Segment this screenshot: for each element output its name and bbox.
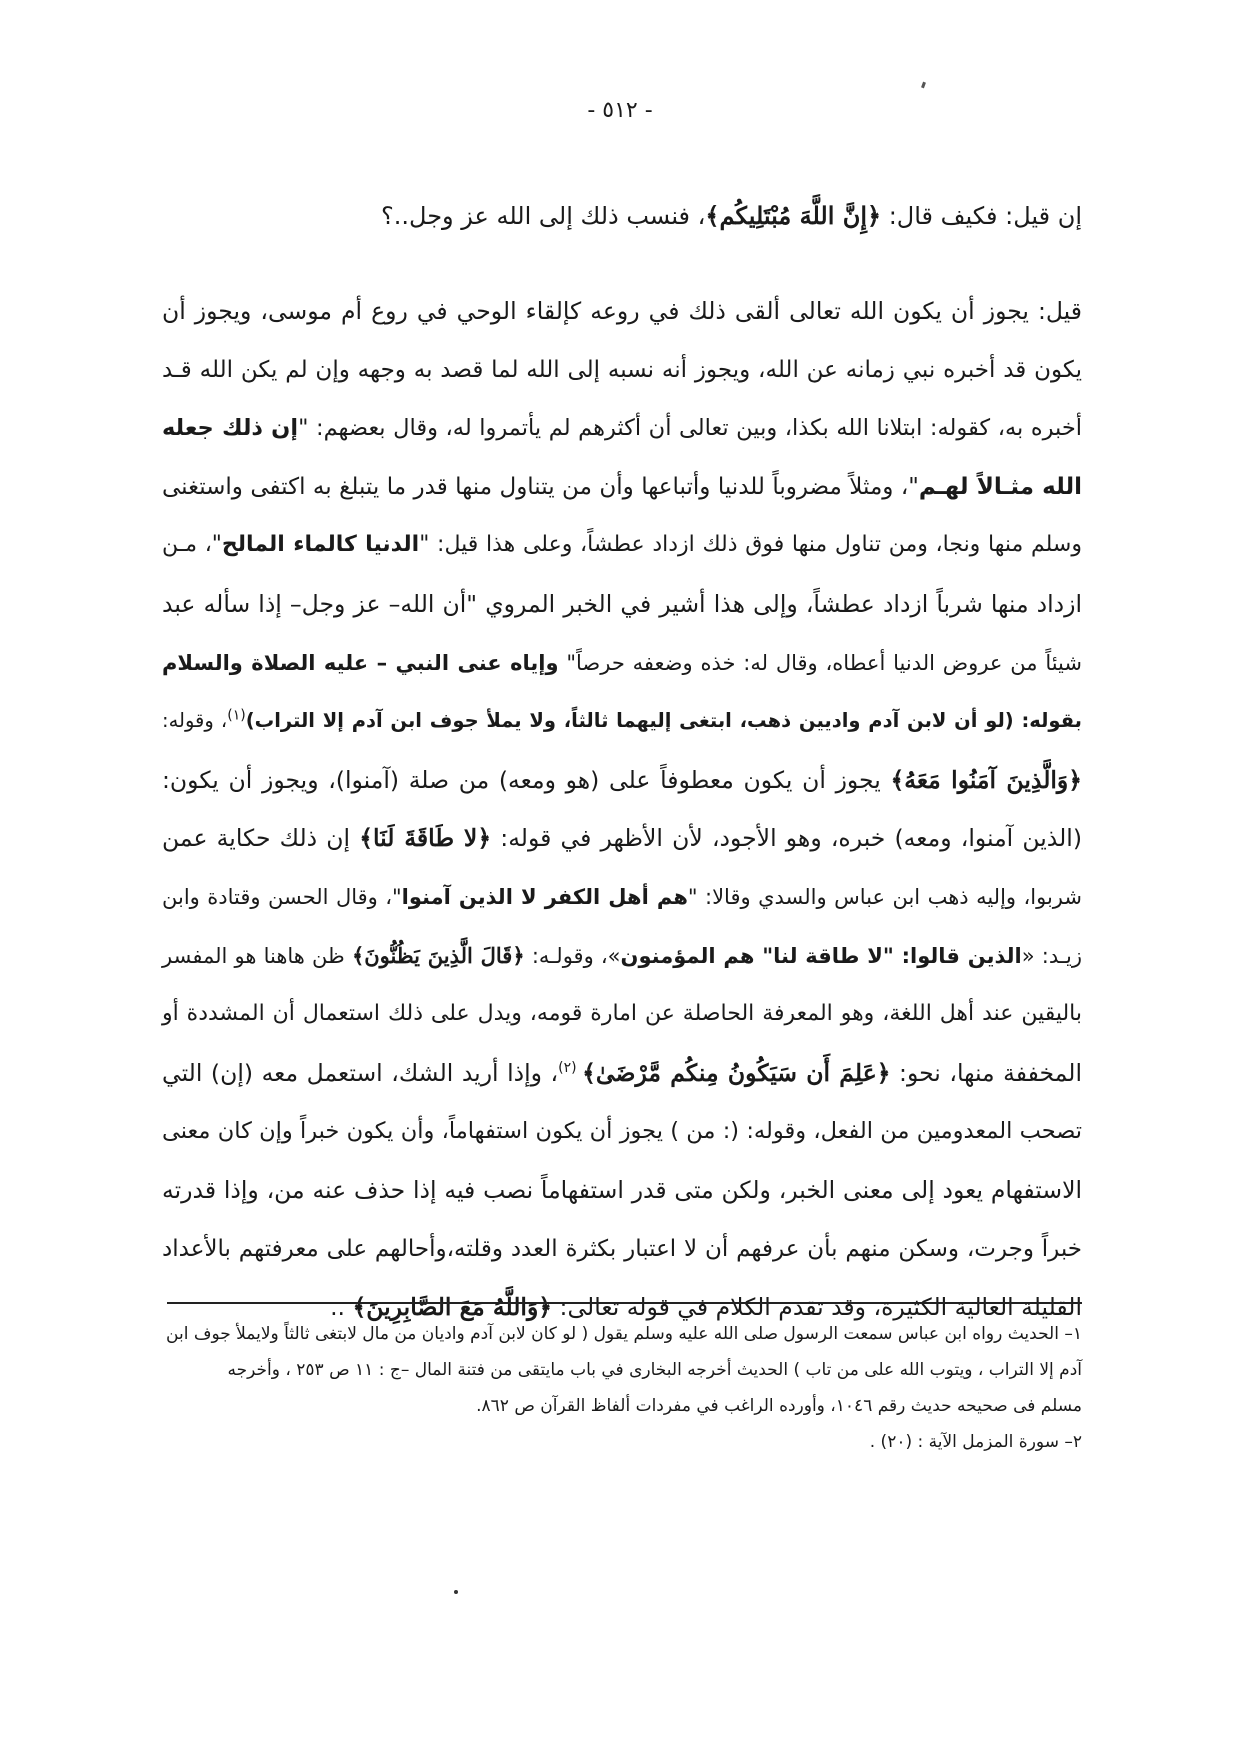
body-line-17 — [162, 1220, 1082, 1279]
body-line-3 — [162, 399, 1082, 458]
footnote-2: ٢– سورة المزمل الآية : (٢٠) . — [869, 1432, 1082, 1452]
bold-quote: الله مثـالاً لهـم — [918, 473, 1082, 500]
footnote-ref-2[interactable]: (٢) — [558, 1059, 583, 1076]
bold-quote: الدنيا كالماء المالح — [221, 532, 420, 558]
hadith-quote: بقوله: (لو أن لابن آدم واديين ذهب، ابتغى إليهما ثالثاً، ولا يملأ جوف ابن آدم إلا التراب) — [245, 709, 1082, 733]
body-text: القليلة الغالية الكثيرة، وقد تقدم الكلام في قوله تعالى: — [552, 1293, 1082, 1322]
body-text: الاستفهام يعود إلى معنى الخبر، ولكن متى قدر استفهاماً نصب فيه إذا حذف عنه من، وإذا قدرته — [162, 1175, 1082, 1204]
body-text: يكون قد أخبره نبي زمانه عن الله، ويجوز أنه نسبه إلى الله لما قصد به وجهه وإن لم يكن الله قـد — [162, 356, 1082, 383]
body-line-16 — [162, 1161, 1082, 1220]
body-line-11 — [162, 868, 1082, 927]
body-line-1 — [162, 282, 1082, 341]
footnote-1-line-2: آدم إلا التراب ، ويتوب الله على من تاب ) الحديث أخرجه البخارى في باب مايتقى من فتنة المال –ج : ١١ ص ٢٥٣ ، وأخرجه — [227, 1360, 1082, 1380]
body-line-6 — [162, 575, 1082, 634]
body-line-7 — [162, 634, 1082, 693]
body-line-5 — [162, 516, 1082, 575]
body-line-10 — [162, 809, 1082, 868]
quran-verse: ﴿قَالَ الَّذِينَ يَظُنُّونَ﴾ — [351, 942, 525, 968]
body-text: .. — [330, 1293, 353, 1322]
bold-quote: هم أهل الكفر لا الذين آمنوا — [401, 884, 688, 909]
body-text: "، ومثلاً مضروباً للدنيا وأتباعها وأن من يتناول منها قدر ما يتبلغ به اكتفى واستغنى — [162, 473, 919, 500]
question-verse: ﴿إِنَّ اللَّهَ مُبْتَلِيكُم﴾ — [705, 201, 882, 230]
body-text: إن ذلك حكاية عمن — [162, 824, 360, 853]
body-text: شربوا، وإليه ذهب ابن عباس والسدي وقالا: " — [687, 884, 1082, 909]
scan-mark — [921, 82, 926, 89]
body-text: ، وإذا أريد الشك، استعمل معه (إن) التي — [162, 1058, 559, 1087]
body-text: أخبره به، كقوله: ابتلانا الله بكذا، وبين تعالى أن أكثرهم لم يأتمروا له، وقال بعضهم: " — [298, 415, 1082, 442]
body-text: "، مـن — [162, 532, 222, 558]
footnote-1-line-1: ١– الحديث رواه ابن عباس سمعت الرسول صلى الله عليه وسلم يقول ( لو كان لابن آدم واديان من مال لابتغى ثالثاً ولايملأ جوف ابن — [166, 1324, 1082, 1344]
body-text: ، وقوله: — [162, 709, 228, 733]
body-text: قيل: يجوز أن يكون الله تعالى ألقى ذلك في روعه كإلقاء الوحي في روع أم موسى، ويجوز أن — [162, 297, 1082, 325]
bold-quote: وإياه عنى النبي – عليه الصلاة والسلام — [162, 650, 559, 675]
body-line-14 — [162, 1044, 1082, 1103]
bold-quote: الذين قالوا: "لا طاقة لنا" هم المؤمنون — [620, 943, 1022, 968]
body-line-4 — [162, 458, 1082, 517]
body-text: خبراً وجرت، وسكن منهم بأن عرفهم أن لا اعتبار بكثرة العدد وقلته،وأحالهم على معرفتهم بالأعداد — [162, 1235, 1082, 1262]
footnote-ref-1[interactable]: (١) — [227, 707, 246, 724]
body-text: "، وقال الحسن وقتادة وابن — [162, 884, 402, 909]
page-number: - ٥١٢ - — [587, 98, 653, 123]
bold-quote: إن ذلك جعله — [162, 415, 299, 442]
quran-verse: ﴿وَالَّذِينَ آمَنُوا مَعَهُ﴾ — [890, 765, 1083, 794]
question-prefix: إن قيل: فكيف قال: — [881, 202, 1082, 230]
footnote-separator — [167, 1302, 1082, 1304]
body-text: ظن هاهنا هو المفسر — [162, 943, 352, 968]
quran-verse: ﴿وَاللَّهُ مَعَ الصَّابِرِينَ﴾ — [352, 1293, 553, 1322]
body-text: (الذين آمنوا، ومعه) خبره، وهو الأجود، لأن الأظهر في قوله: — [491, 824, 1082, 853]
main-body — [162, 282, 1082, 1337]
body-text: وسلم منها ونجا، ومن تناول منها فوق ذلك ازداد عطشاً، وعلى هذا قيل: " — [419, 532, 1082, 558]
body-text: تصحب المعدومين من الفعل، وقوله: (: من ) يجوز أن يكون استفهاماً، وأن يكون خبراً وإن كان معنى — [162, 1118, 1082, 1145]
body-text: يجوز أن يكون معطوفاً على (هو ومعه) من صلة (آمنوا)، ويجوز أن يكون: — [162, 765, 891, 794]
body-text: شيئاً من عروض الدنيا أعطاه، وقال له: خذه وضعفه حرصاً" — [558, 650, 1082, 675]
body-line-2 — [162, 341, 1082, 400]
body-text: ازداد منها شرباً ازداد عطشاً، وإلى هذا أشير في الخبر المروي "أن الله– عز وجل– إذا سأله عبد — [162, 589, 1082, 618]
body-text: المخففة منها، نحو: — [890, 1058, 1082, 1087]
body-text: باليقين عند أهل اللغة، وهو المعرفة الحاصلة عن امارة قومه، ويدل على ذلك استعمال أن المشددة أو — [162, 1001, 1082, 1027]
question-suffix: ، فنسب ذلك إلى الله عز وجل..؟ — [381, 202, 706, 230]
quran-verse: ﴿لا طَاقَةَ لَنَا﴾ — [359, 824, 492, 853]
footnotes — [157, 1316, 1082, 1460]
body-line-9 — [162, 751, 1082, 810]
body-text: »، وقولـه: — [524, 943, 621, 968]
footnote-1-line-3: مسلم فى صحيحه حديث رقم ١٠٤٦، وأورده الراغب في مفردات ألفاظ القرآن ص ٨٦٢. — [476, 1396, 1082, 1416]
question-line — [152, 196, 1082, 236]
body-line-13 — [162, 985, 1082, 1044]
scan-dot — [454, 1590, 458, 1594]
body-line-12 — [162, 927, 1082, 986]
body-text: زيـد: « — [1021, 943, 1082, 968]
quran-verse: ﴿عَلِمَ أَن سَيَكُونُ مِنكُم مَّرْضَىٰ﴾ — [582, 1058, 891, 1087]
body-line-15 — [162, 1102, 1082, 1161]
body-line-8 — [162, 692, 1082, 751]
